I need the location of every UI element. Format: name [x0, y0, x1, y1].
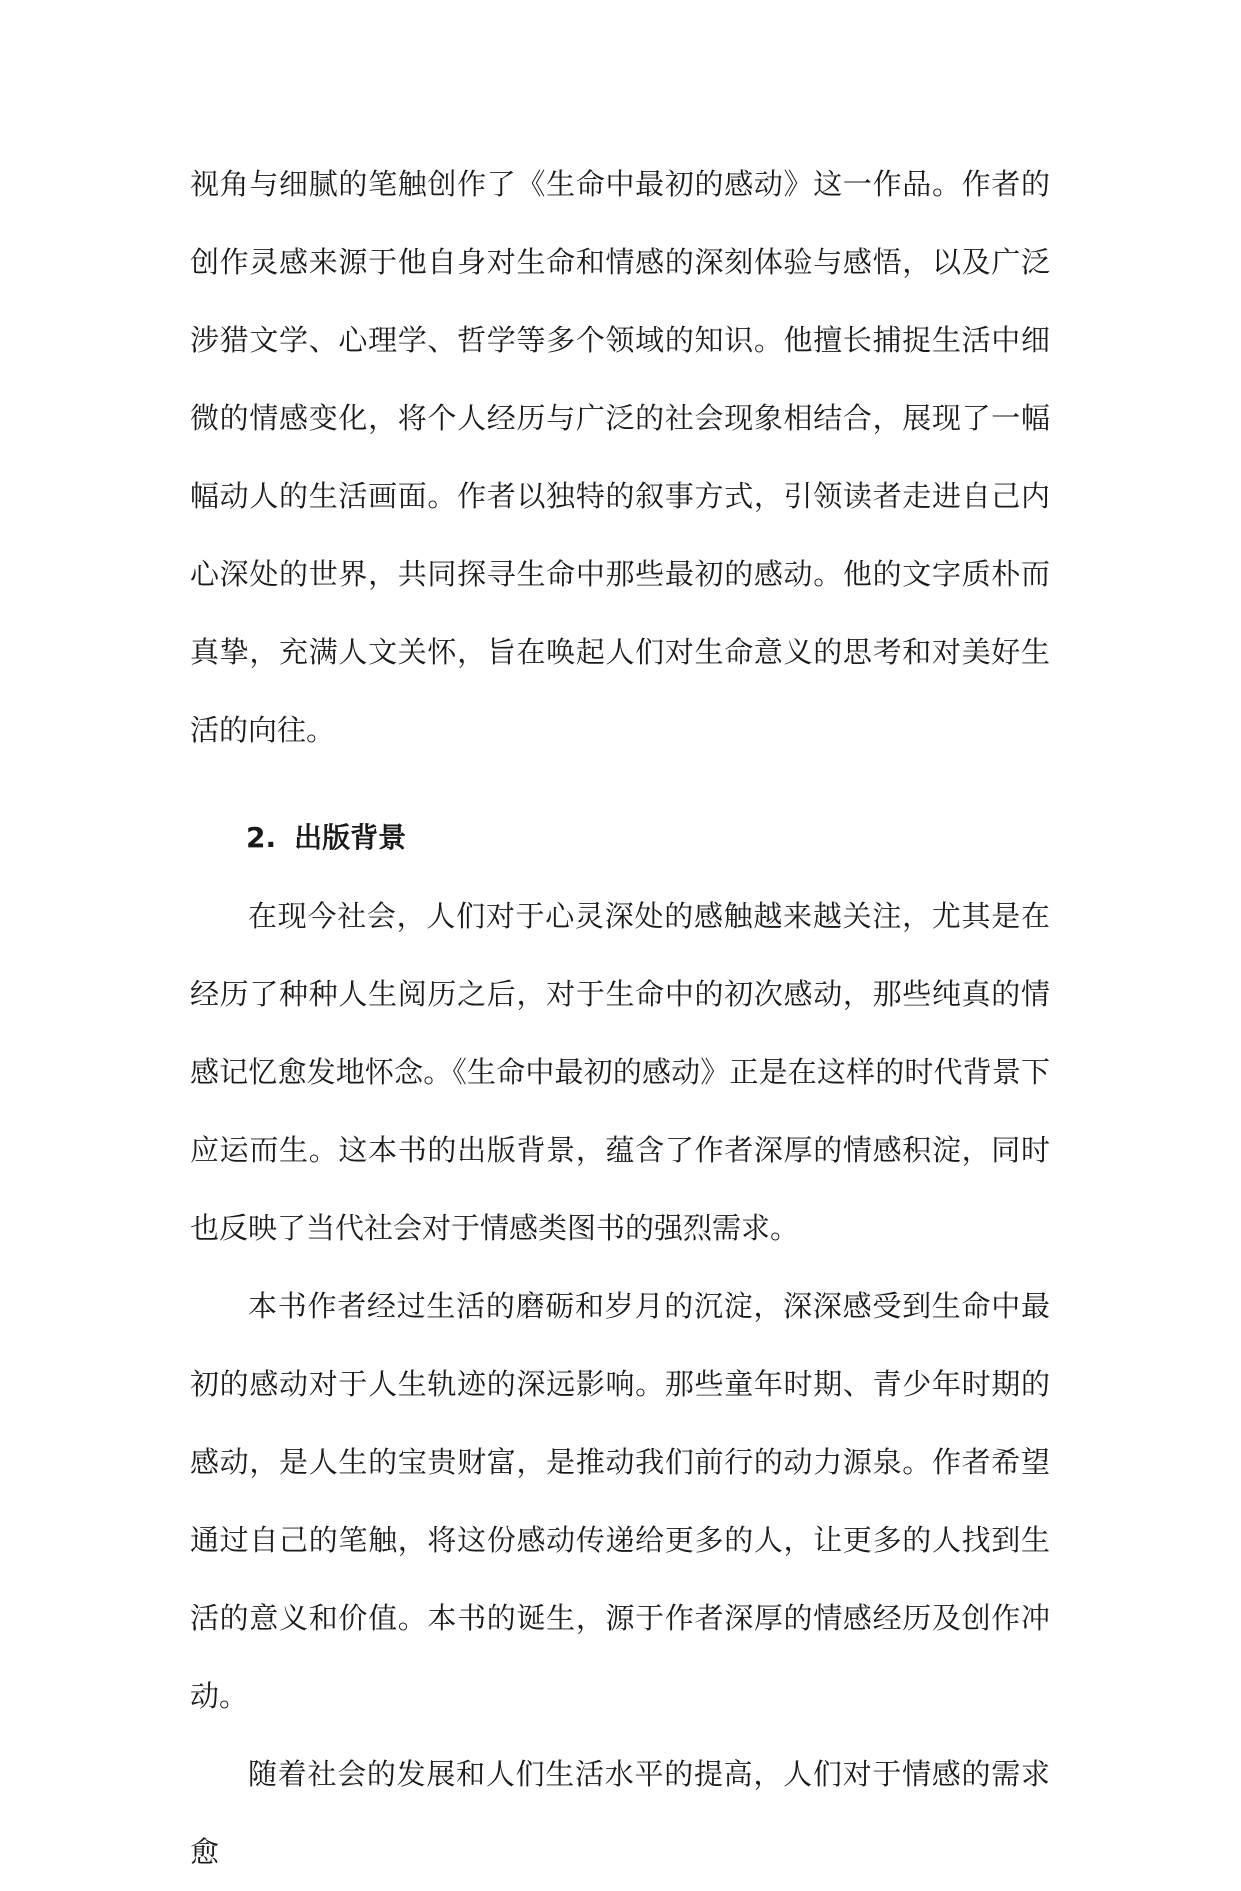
paragraph-background-2: 本书作者经过生活的磨砺和岁月的沉淀，深深感受到生命中最初的感动对于人生轨迹的深远影响。那些童年时期、青少年时期的感动，是人生的宝贵财富，是推动我们前行的动力源泉。作者希望通过自己的笔触，将这份感动传递给更多的人，让更多的人找到生活的意义和价值。本书的诞生，源于作者深厚的情感经历及创作冲动。 — [190, 1289, 1050, 1713]
section-number: 2. — [246, 821, 277, 854]
section-title: 出版背景 — [294, 821, 407, 854]
paragraph-background-3: 随着社会的发展和人们生活水平的提高，人们对于情感的需求愈 — [190, 1757, 1050, 1869]
paragraph-background-1: 在现今社会，人们对于心灵深处的感触越来越关注，尤其是在经历了种种人生阅历之后，对于生命中的初次感动，那些纯真的情感记忆愈发地怀念。《生命中最初的感动》正是在这样的时代背景下应运而生。这本书的出版背景，蕴含了作者深厚的情感积淀，同时也反映了当代社会对于情感类图书的强烈需求。 — [190, 899, 1050, 1245]
paragraph-author-intro: 视角与细腻的笔触创作了《生命中最初的感动》这一作品。作者的创作灵感来源于他自身对生命和情感的深刻体验与感悟，以及广泛涉猎文学、心理学、哲学等多个领域的知识。他擅长捕捉生活中细微的情感变化，将个人经历与广泛的社会现象相结合，展现了一幅幅动人的生活画面。作者以独特的叙事方式，引领读者走进自己内心深处的世界，共同探寻生命中那些最初的感动。他的文字质朴而真挚，充满人文关怀，旨在唤起人们对生命意义的思考和对美好生活的向往。 — [190, 167, 1050, 747]
section-heading — [190, 799, 1050, 877]
document-body — [190, 145, 1050, 1891]
